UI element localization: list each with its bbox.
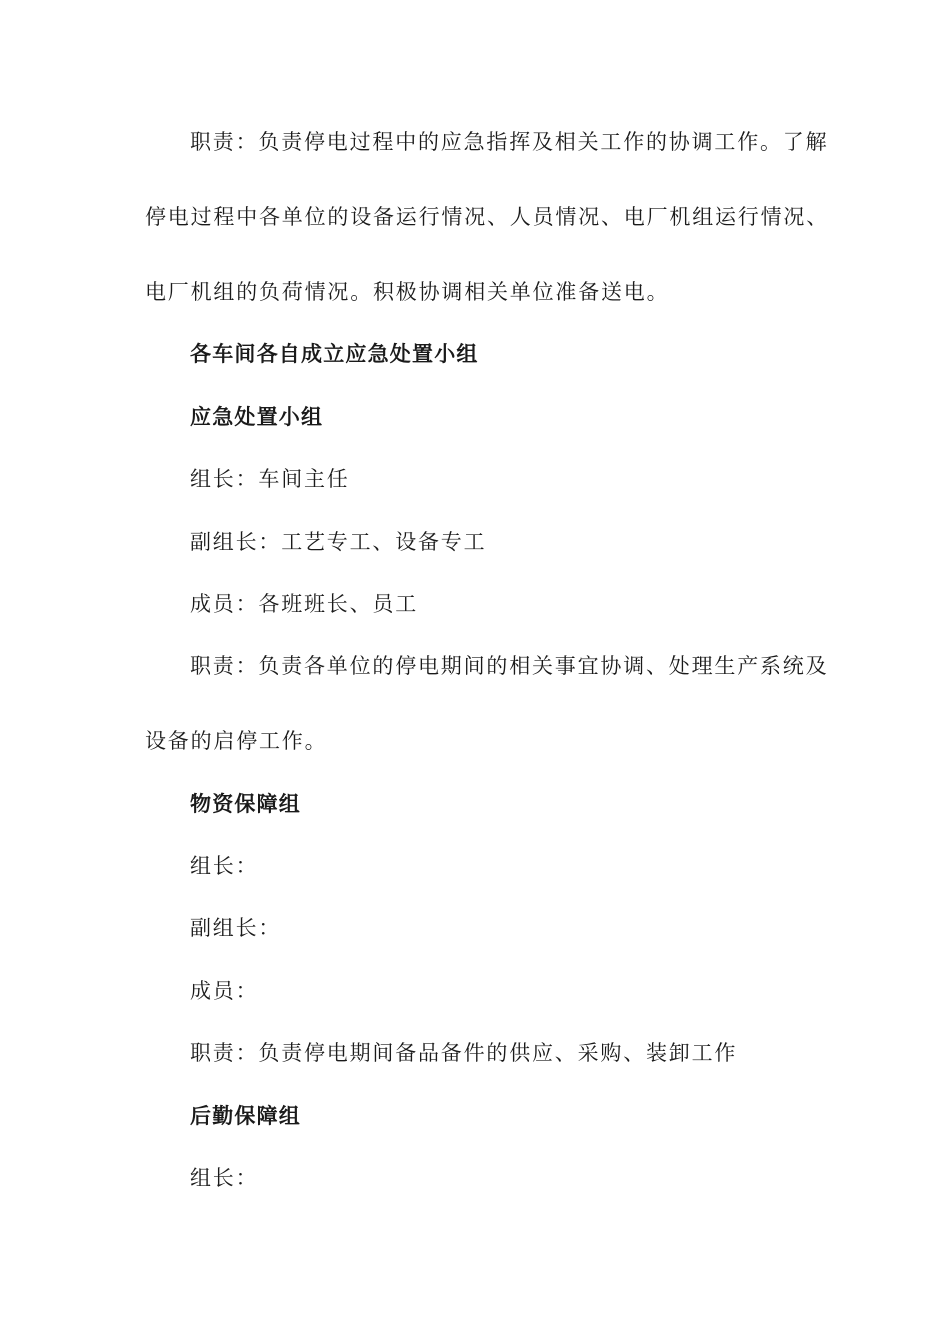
supply-group-leader: 组长：: [190, 854, 259, 878]
duty-paragraph-1-line-2: 停电过程中各单位的设备运行情况、人员情况、电厂机组运行情况、: [145, 205, 829, 229]
supply-group-deputy: 副组长：: [190, 916, 282, 940]
duty-paragraph-1-line-3: 电厂机组的负荷情况。积极协调相关单位准备送电。: [145, 280, 670, 304]
supply-group-duty: 职责：负责停电期间备品备件的供应、采购、装卸工作: [190, 1041, 738, 1065]
emergency-group-heading: 应急处置小组: [190, 405, 324, 429]
supply-group-members: 成员：: [190, 979, 259, 1003]
duty-paragraph-1-line-1: 职责：负责停电过程中的应急指挥及相关工作的协调工作。了解: [190, 130, 829, 154]
emergency-group-duty-line-1: 职责：负责各单位的停电期间的相关事宜协调、处理生产系统及: [190, 654, 829, 678]
emergency-group-deputy: 副组长：工艺专工、设备专工: [190, 530, 487, 554]
logistics-group-heading: 后勤保障组: [190, 1104, 301, 1128]
workshop-heading: 各车间各自成立应急处置小组: [190, 342, 479, 366]
emergency-group-leader: 组长：车间主任: [190, 467, 350, 491]
supply-group-heading: 物资保障组: [190, 792, 301, 816]
logistics-group-leader: 组长：: [190, 1166, 259, 1190]
emergency-group-members: 成员：各班班长、员工: [190, 592, 418, 616]
emergency-group-duty-line-2: 设备的启停工作。: [145, 729, 328, 753]
